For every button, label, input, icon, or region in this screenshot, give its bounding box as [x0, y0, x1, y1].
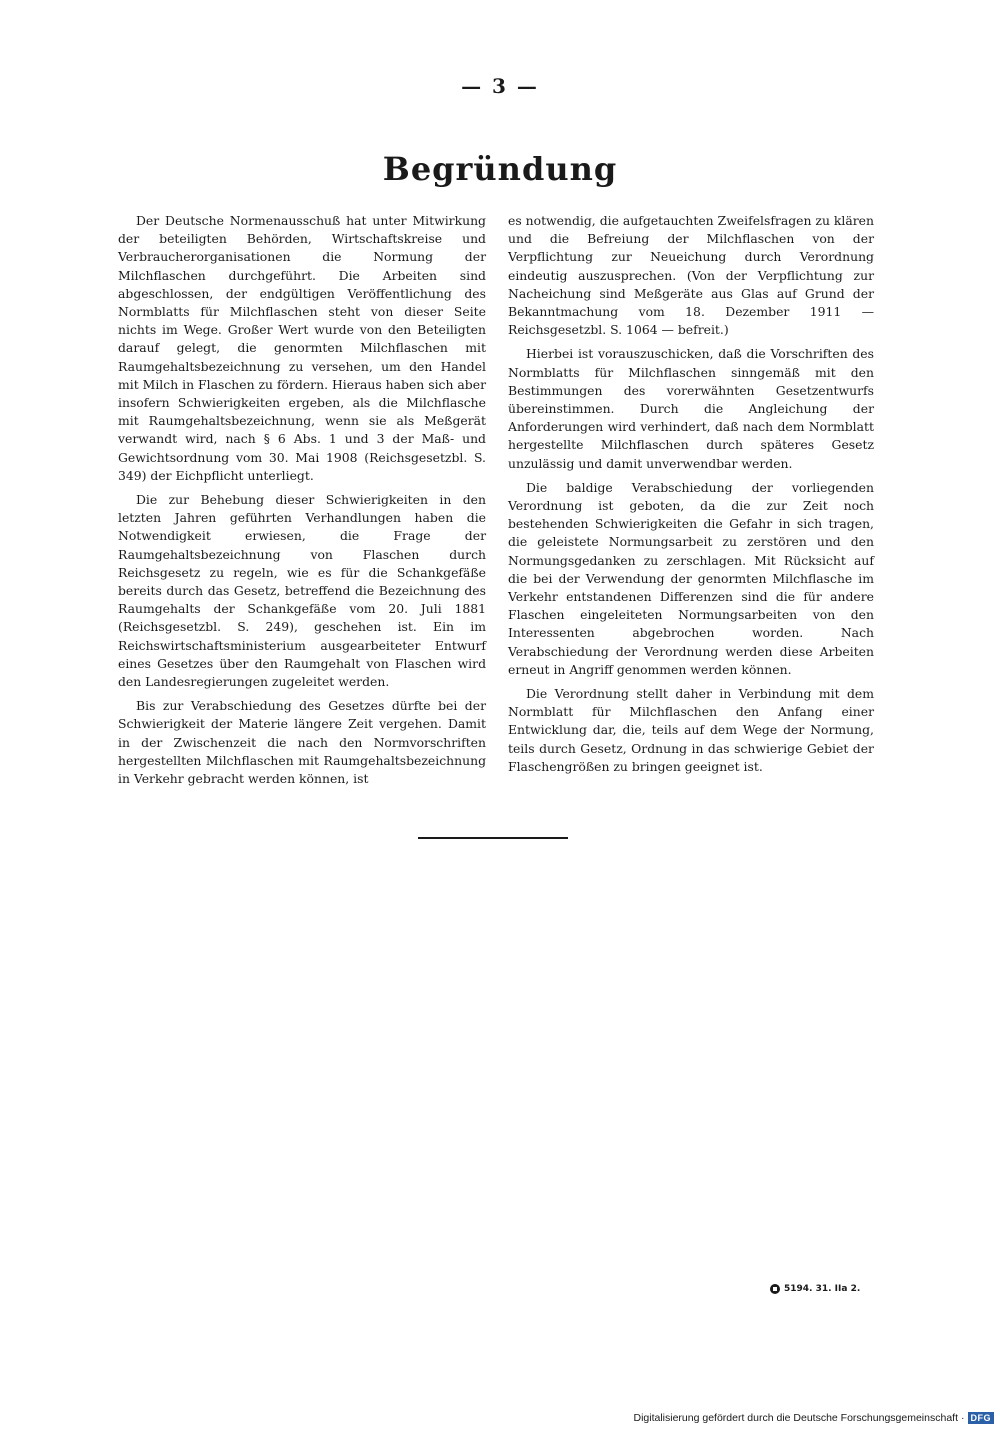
page-number: — 3 — — [461, 74, 539, 98]
paragraph: es notwendig, die aufgetauchten Zweifelsfragen zu klären und die Befreiung der Milchflaschen von der Verpflichtung zur Neueichung durch Verordnung eindeutig auszusprechen. (Von der Verpflichtung zur Nacheichung sind Meßgeräte aus Glas auf Grund der Bekanntmachung vom 18. Dezember 1911 — Reichsgesetzbl. S. 1064 — befreit.) — [508, 213, 874, 338]
paragraph: Die zur Behebung dieser Schwierigkeiten in den letzten Jahren geführten Verhandlungen haben die Notwendigkeit erwiesen, die Frage der Raumgehaltsbezeichnung von Flaschen durch Reichsgesetz zu regeln, wie es für die Schankgefäße bereits durch das Gesetz, betreffend die Bezeichnung des Raumgehalts der Schankgefäße vom 20. Juli 1881 (Reichsgesetzbl. S. 249), geschehen ist. Ein im Reichswirtschaftsministerium ausgearbeiteter Entwurf eines Gesetzes über den Raumgehalt von Flaschen wird den Landesregierungen zugeleitet werden. — [118, 492, 486, 690]
left-column — [118, 212, 486, 794]
paragraph: Die Verordnung stellt daher in Verbindung mit dem Normblatt für Milchflaschen den Anfang einer Entwicklung dar, die, teils auf dem Wege der Normung, teils durch Gesetz, Ordnung in das schwierige Gebiet der Flaschengrößen zu bringen geeignet ist. — [508, 686, 874, 774]
printer-mark — [770, 1284, 860, 1294]
printer-seal-icon — [770, 1284, 780, 1294]
footer-separator: · — [961, 1412, 965, 1424]
paragraph: Hierbei ist vorauszuschicken, daß die Vorschriften des Normblatts für Milchflaschen sinngemäß mit den Bestimmungen des vorerwähnten Gesetzentwurfs übereinstimmen. Durch die Angleichung der Anforderungen wird verhindert, daß nach dem Normblatt hergestellte Milchflaschen durch späteres Gesetz unzulässig und damit unverwendbar werden. — [508, 346, 874, 471]
paragraph: Bis zur Verabschiedung des Gesetzes dürfte bei der Schwierigkeit der Materie längere Zeit vergehen. Damit in der Zwischenzeit die nach den Normvorschriften hergestellten Milchflaschen mit Raumgehaltsbezeichnung in Verkehr gebracht werden können, ist — [118, 698, 486, 787]
closing-rule — [418, 837, 568, 839]
paragraph: Die baldige Verabschiedung der vorliegenden Verordnung ist geboten, da die zur Zeit noch bestehenden Schwierigkeiten die Gefahr in sich tragen, die geleistete Normungsarbeit zu zerstören und den Normungsgedanken zu zerschlagen. Mit Rücksicht auf die bei der Verwendung der genormten Milchflasche im Verkehr entstandenen Differenzen sind die für andere Flaschen eingeleiteten Normungsarbeiten von den Interessenten abgebrochen worden. Nach Verabschiedung der Verordnung werden diese Arbeiten erneut in Angriff genommen werden können. — [508, 479, 874, 677]
dfg-logo: DFG — [968, 1412, 995, 1424]
paragraph: Der Deutsche Normenausschuß hat unter Mitwirkung der beteiligten Behörden, Wirtschaftskreise und Verbraucherorganisationen die Normung der Milchflaschen durchgeführt. Die Arbeiten sind abgeschlossen, der endgültigen Veröffentlichung des Normblatts für Milchflaschen steht von dieser Seite nichts im Wege. Großer Wert wurde von den Beteiligten darauf gelegt, die genormten Milchflaschen mit Raumgehaltsbezeichnung zu versehen, um den Handel mit Milch in Flaschen zu fördern. Hieraus haben sich aber insofern Schwierigkeiten ergeben, als die Milchflasche mit Raumgehaltsbezeichnung, wenn sie als Meßgerät verwandt wird, nach § 6 Abs. 1 und 3 der Maß- und Gewichtsordnung vom 30. Mai 1908 (Reichsgesetzbl. S. 349) der Eichpflicht unterliegt. — [118, 213, 486, 483]
right-column — [508, 212, 874, 782]
footer-text: Digitalisierung gefördert durch die Deutsche Forschungsgemeinschaft — [633, 1412, 958, 1424]
printer-mark-text: 5194. 31. IIa 2. — [784, 1284, 861, 1294]
footer — [633, 1412, 994, 1424]
page-title: Begründung — [382, 150, 618, 188]
